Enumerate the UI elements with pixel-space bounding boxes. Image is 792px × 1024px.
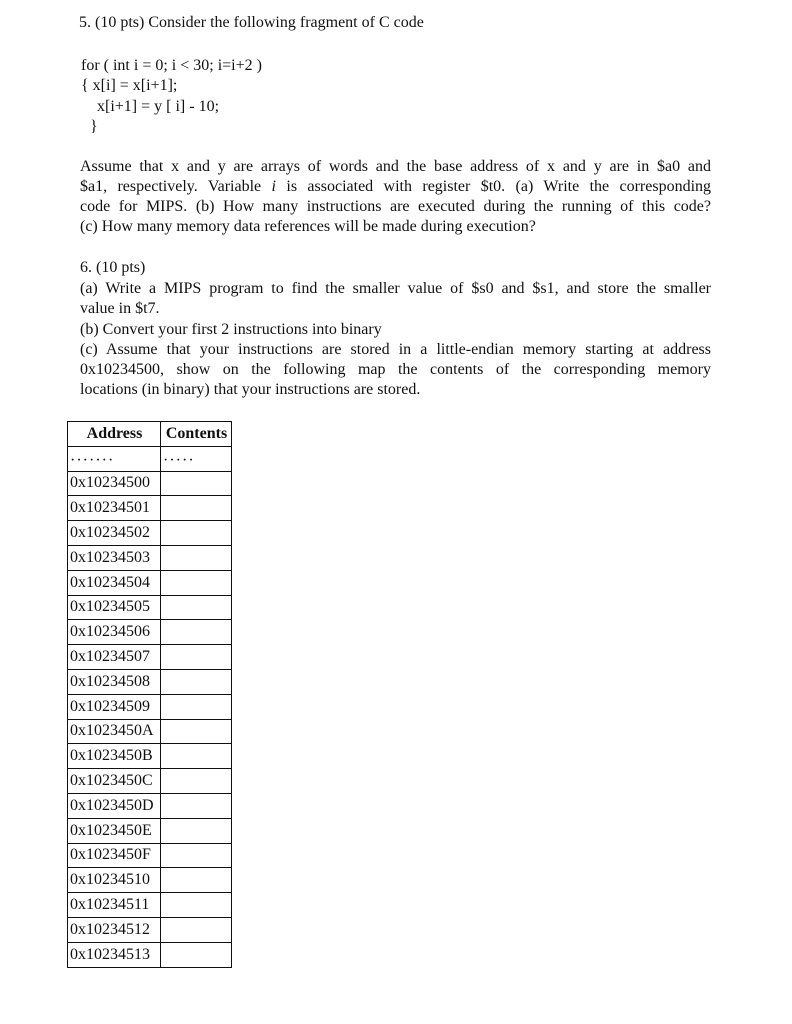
contents-cell[interactable] (161, 545, 232, 570)
address-cell: 0x10234510 (68, 868, 161, 893)
contents-cell[interactable] (161, 893, 232, 918)
address-cell: 0x1023450B (68, 744, 161, 769)
address-cell: 0x10234506 (68, 620, 161, 645)
contents-cell[interactable] (161, 471, 232, 496)
q6-text-line-5: 0x10234500, show on the following map the contents of the corresponding memory (80, 361, 711, 378)
table-row (68, 521, 232, 546)
contents-cell[interactable] (161, 744, 232, 769)
code-line-3: x[i+1] = y [ i] - 10; (97, 98, 220, 115)
code-line-4: } (90, 118, 98, 135)
address-cell: 0x10234505 (68, 595, 161, 620)
table-row (68, 620, 232, 645)
address-cell: 0x1023450E (68, 818, 161, 843)
address-cell: 0x10234507 (68, 645, 161, 670)
contents-cell[interactable] (161, 570, 232, 595)
contents-cell[interactable] (161, 620, 232, 645)
address-cell: 0x10234501 (68, 496, 161, 521)
q5-text-line-2a: $a1, respectively. Variable (80, 178, 262, 195)
table-row (68, 769, 232, 794)
contents-ellipsis: ····· (161, 446, 232, 471)
q6-text-line-4: (c) Assume that your instructions are stored in a little-endian memory starting at address (80, 341, 711, 358)
memory-map-table (67, 421, 232, 968)
q6-text-line-3: (b) Convert your first 2 instructions into binary (80, 321, 382, 338)
table-row (68, 744, 232, 769)
table-row (68, 694, 232, 719)
code-line-2: { x[i] = x[i+1]; (81, 77, 178, 94)
table-row (68, 545, 232, 570)
table-row (68, 893, 232, 918)
contents-cell[interactable] (161, 793, 232, 818)
table-row (68, 917, 232, 942)
contents-cell[interactable] (161, 868, 232, 893)
header-contents: Contents (161, 422, 232, 447)
table-row (68, 669, 232, 694)
q5-heading: 5. (10 pts) Consider the following fragment of C code (79, 14, 424, 31)
address-cell: 0x10234504 (68, 570, 161, 595)
q6-text-line-6: locations (in binary) that your instructions are stored. (80, 381, 421, 398)
table-row (68, 471, 232, 496)
table-row-ellipsis (68, 446, 232, 471)
q5-text-line-2 (80, 177, 711, 197)
contents-cell[interactable] (161, 645, 232, 670)
table-header-row (68, 422, 232, 447)
table-row (68, 496, 232, 521)
table-row (68, 570, 232, 595)
q5-text-line-1: Assume that x and y are arrays of words and the base address of x and y are in $a0 and (80, 158, 711, 175)
table-row (68, 793, 232, 818)
contents-cell[interactable] (161, 496, 232, 521)
q6-heading: 6. (10 pts) (80, 259, 146, 276)
contents-cell[interactable] (161, 769, 232, 794)
address-cell: 0x10234511 (68, 893, 161, 918)
contents-cell[interactable] (161, 719, 232, 744)
address-ellipsis: ······· (68, 446, 161, 471)
q6-text-line-2: value in $t7. (80, 300, 160, 317)
code-line-1: for ( int i = 0; i < 30; i=i+2 ) (81, 57, 262, 74)
contents-cell[interactable] (161, 942, 232, 967)
q5-text-line-4: (c) How many memory data references will be made during execution? (80, 218, 536, 235)
address-cell: 0x10234513 (68, 942, 161, 967)
contents-cell[interactable] (161, 843, 232, 868)
contents-cell[interactable] (161, 917, 232, 942)
address-cell: 0x10234502 (68, 521, 161, 546)
contents-cell[interactable] (161, 669, 232, 694)
variable-i: i (271, 178, 276, 195)
q5-text-line-3: code for MIPS. (b) How many instructions are executed during the running of this code? (80, 198, 711, 215)
address-cell: 0x10234512 (68, 917, 161, 942)
address-cell: 0x10234500 (68, 471, 161, 496)
table-row (68, 719, 232, 744)
address-cell: 0x10234503 (68, 545, 161, 570)
table-row (68, 818, 232, 843)
table-row (68, 843, 232, 868)
table-row (68, 645, 232, 670)
q6-text-line-1: (a) Write a MIPS program to find the smaller value of $s0 and $s1, and store the smaller (80, 280, 711, 297)
address-cell: 0x1023450C (68, 769, 161, 794)
q5-text-line-2b: is associated with register $t0. (a) Write the corresponding (286, 178, 712, 195)
address-cell: 0x1023450F (68, 843, 161, 868)
contents-cell[interactable] (161, 818, 232, 843)
table-row (68, 868, 232, 893)
address-cell: 0x1023450A (68, 719, 161, 744)
contents-cell[interactable] (161, 521, 232, 546)
address-cell: 0x10234508 (68, 669, 161, 694)
address-cell: 0x1023450D (68, 793, 161, 818)
header-address: Address (68, 422, 161, 447)
table-row (68, 595, 232, 620)
table-row (68, 942, 232, 967)
address-cell: 0x10234509 (68, 694, 161, 719)
contents-cell[interactable] (161, 595, 232, 620)
contents-cell[interactable] (161, 694, 232, 719)
